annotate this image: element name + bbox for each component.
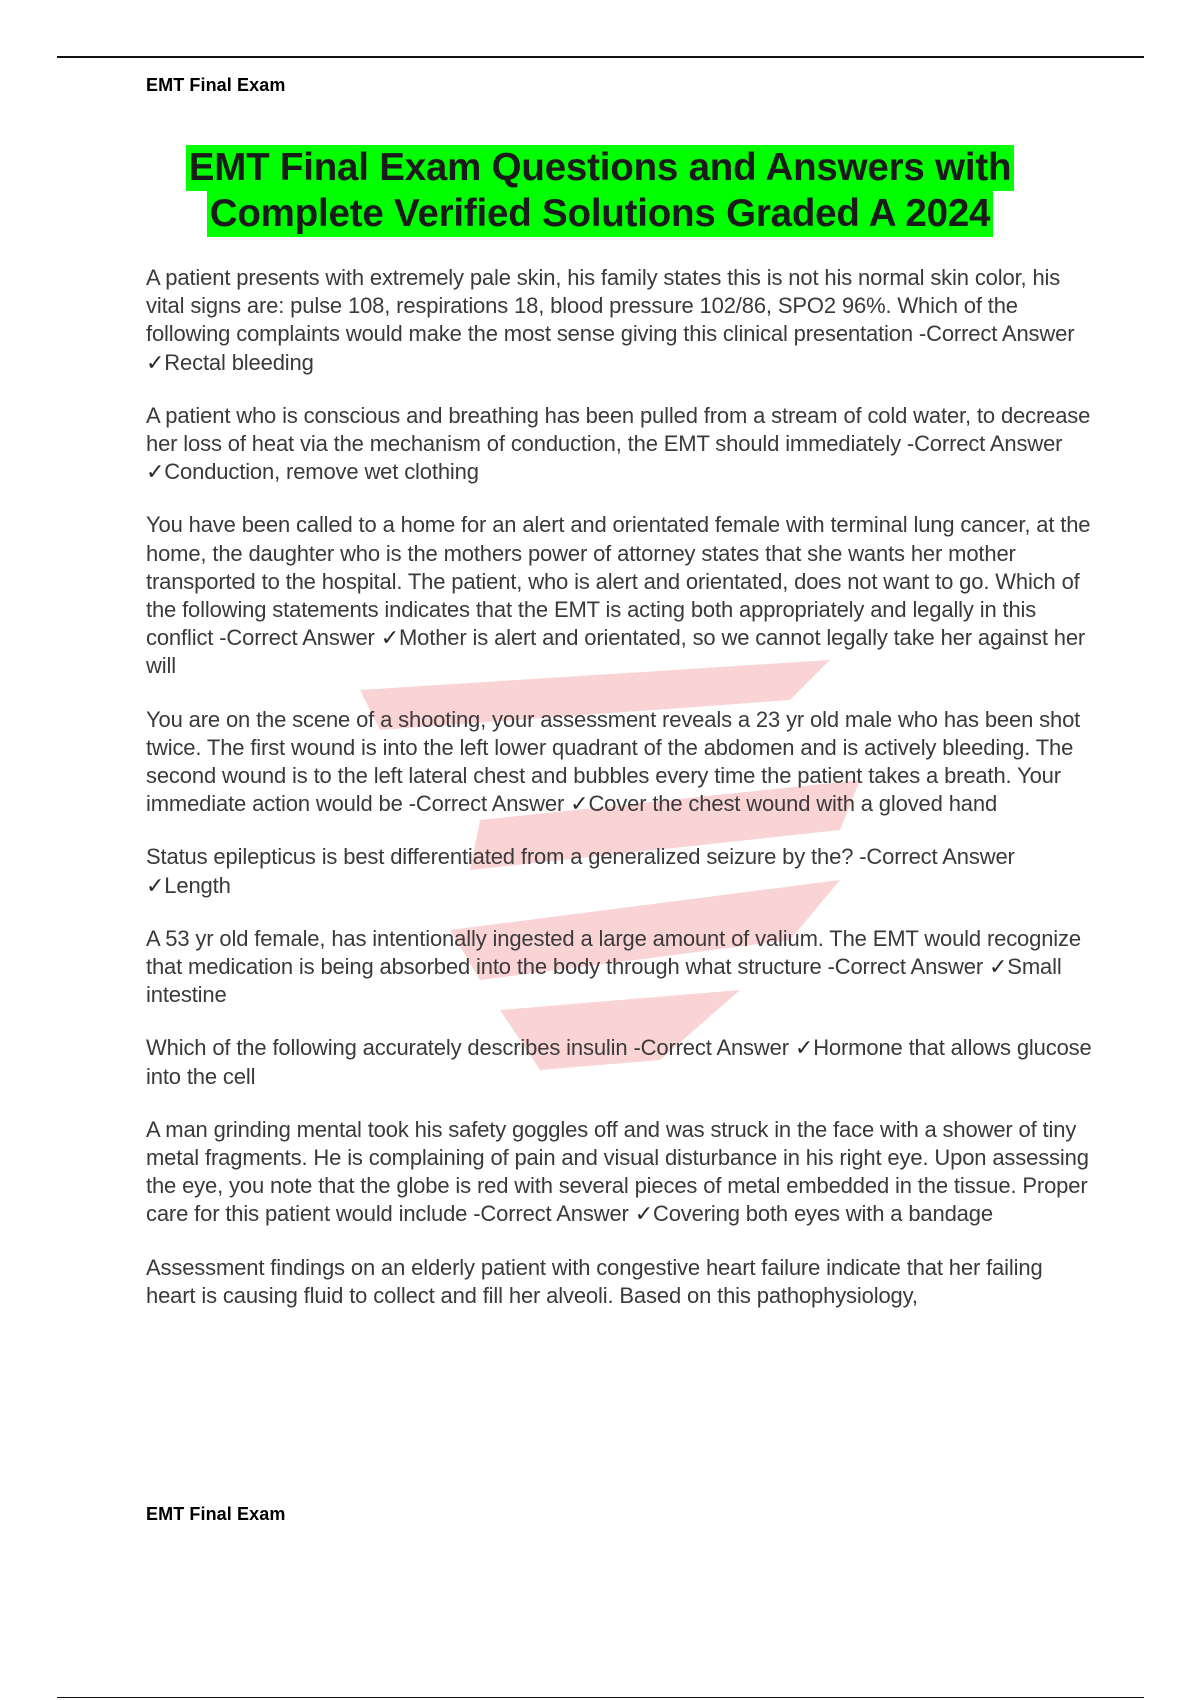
running-footer: EMT Final Exam [146, 1504, 286, 1524]
list-item [146, 402, 1096, 487]
list-item [146, 511, 1096, 680]
question-text: A 53 yr old female, has intentionally ingested a large amount of valium. The EMT would recognize that medication is being absorbed into the body through what structure [146, 925, 1081, 980]
check-mark-icon: ✓ [380, 625, 399, 651]
answer-text: Mother is alert and orientated, so we cannot legally take her against her will [146, 625, 1086, 679]
question-text: A patient who is conscious and breathing has been pulled from a stream of cold water, to decrease her loss of heat via the mechanism of conduction, the EMT should immediately [146, 402, 1091, 457]
list-item [146, 1116, 1096, 1229]
answer-text: Rectal bleeding [164, 349, 314, 375]
answer-text: Conduction, remove wet clothing [164, 459, 479, 485]
answer-label: -Correct Answer [633, 1035, 789, 1061]
answer-label: -Correct Answer [219, 625, 375, 651]
question-text: A man grinding mental took his safety goggles off and was struck in the face with a shower of tiny metal fragments. He is complaining of pain and visual disturbance in his right eye. Upon assessing the eye, you note that the globe is red with several pieces of metal embedded in the tissue. Proper care for this patient would include [146, 1116, 1089, 1227]
list-item [146, 706, 1096, 819]
document-title [100, 145, 1100, 237]
answer-label: -Correct Answer [859, 844, 1015, 870]
question-text: You have been called to a home for an alert and orientated female with terminal lung cancer, at the home, the daughter who is the mothers power of attorney states that she wants her mother transported to the hospital. The patient, who is alert and orientated, does not want to go. Which of the following statements indicates that the EMT is acting both appropriately and legally in this conflict [146, 512, 1091, 651]
list-item [146, 1034, 1096, 1090]
footer-rule [57, 1697, 1144, 1698]
answer-label: -Correct Answer [906, 431, 1063, 457]
answer-label: -Correct Answer [408, 791, 565, 817]
answer-text: Small intestine [146, 954, 1062, 1008]
check-mark-icon: ✓ [570, 791, 589, 817]
answer-label: -Correct Answer [473, 1201, 629, 1227]
list-item [146, 925, 1096, 1010]
check-mark-icon: ✓ [989, 954, 1008, 980]
question-text: Assessment findings on an elderly patient with congestive heart failure indicate that her failing heart is causing fluid to collect and fill her alveoli. Based on this pathophysiology, [146, 1254, 1043, 1308]
question-list [146, 264, 1096, 1335]
answer-text: Cover the chest wound with a gloved hand [588, 791, 998, 817]
answer-text: Hormone that allows glucose into the cell [146, 1035, 1092, 1089]
question-text: Status epilepticus is best differentiated from a generalized seizure by the? [146, 844, 854, 870]
answer-text: Length [164, 872, 231, 898]
title-line-1: EMT Final Exam Questions and Answers with [186, 145, 1015, 191]
check-mark-icon: ✓ [146, 459, 165, 485]
list-item [146, 264, 1096, 377]
answer-text: Covering both eyes with a bandage [652, 1201, 993, 1227]
list-item [146, 1254, 1096, 1310]
check-mark-icon: ✓ [794, 1035, 814, 1061]
question-text: You are on the scene of a shooting, your assessment reveals a 23 yr old male who has been shot twice. The first wound is into the left lower quadrant of the abdomen and is actively bleeding. The second wound is to the left lateral chest and bubbles every time the patient takes a breath. Your immediate action would be [146, 706, 1081, 817]
question-text: Which of the following accurately describes insulin [146, 1035, 628, 1061]
check-mark-icon: ✓ [634, 1201, 653, 1227]
list-item [146, 843, 1096, 899]
check-mark-icon: ✓ [146, 872, 165, 898]
answer-label: -Correct Answer [918, 321, 1075, 347]
question-text: A patient presents with extremely pale skin, his family states this is not his normal skin color, his vital signs are: pulse 108, respirations 18, blood pressure 102/86, SPO2 96%. Which of the following complaints would make the most sense giving this clinical presentation [146, 265, 1061, 347]
answer-label: -Correct Answer [827, 954, 984, 980]
header-rule [57, 56, 1144, 58]
title-line-2: Complete Verified Solutions Graded A 2024 [207, 191, 994, 237]
running-header: EMT Final Exam [146, 75, 286, 95]
check-mark-icon: ✓ [146, 349, 165, 375]
